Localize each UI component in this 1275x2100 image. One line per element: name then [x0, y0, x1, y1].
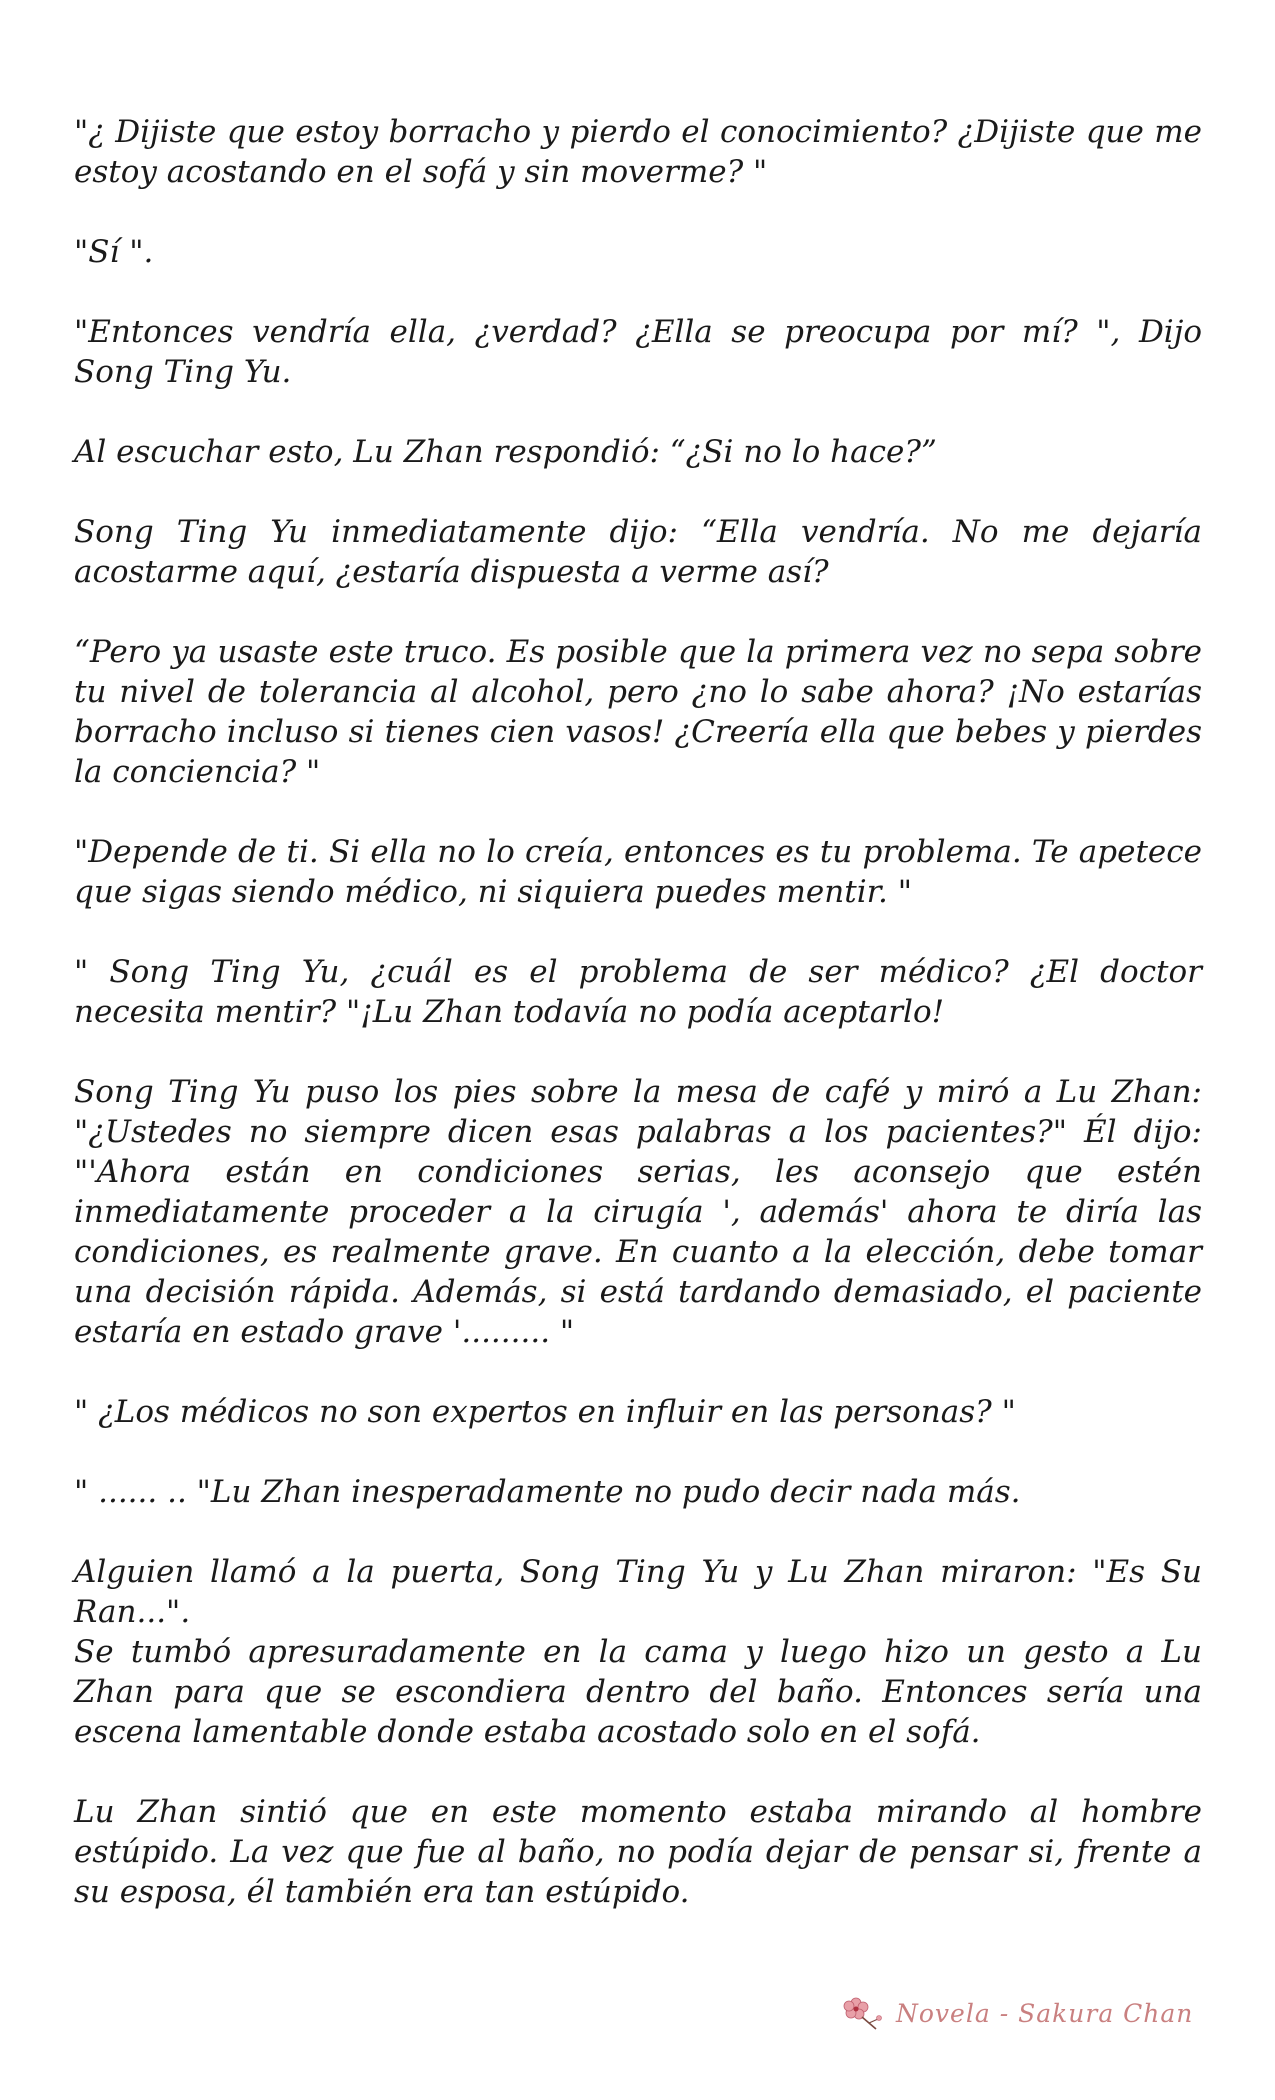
cherry-blossom-icon	[842, 1993, 886, 2033]
paragraph-10: " ¿Los médicos no son expertos en influir en las personas? "	[74, 1394, 1016, 1430]
paragraph-8: " Song Ting Yu, ¿cuál es el problema de ser médico? ¿El doctor necesita mentir? "¡Lu Zhan todavía no podía aceptarlo!	[74, 954, 1202, 1030]
paragraph-11: " ...... .. "Lu Zhan inesperadamente no pudo decir nada más.	[74, 1474, 1021, 1510]
paragraph-2: "Sí ".	[74, 234, 154, 270]
paragraph-12: Alguien llamó a la puerta, Song Ting Yu y Lu Zhan miraron: "Es Su Ran...". Se tumbó apresuradamente en la cama y luego hizo un gesto a Lu Zhan para que se escondiera dentro del baño. Entonces sería una escena lamentable donde estaba acostado solo en el sofá.	[74, 1554, 1202, 1750]
story-text	[74, 112, 1202, 1952]
paragraph-9: Song Ting Yu puso los pies sobre la mesa de café y miró a Lu Zhan: "¿Ustedes no siempre dicen esas palabras a los pacientes?" Él dijo: "'Ahora están en condiciones serias, les aconsejo que estén inmediatamente proceder a la cirugía ', además' ahora te diría las condiciones, es realmente grave. En cuanto a la elección, debe tomar una decisión rápida. Además, si está tardando demasiado, el paciente estaría en estado grave '......... "	[74, 1074, 1202, 1350]
paragraph-13: Lu Zhan sintió que en este momento estaba mirando al hombre estúpido. La vez que fue al baño, no podía dejar de pensar si, frente a su esposa, él también era tan estúpido.	[74, 1794, 1202, 1910]
paragraph-4: Al escuchar esto, Lu Zhan respondió: “¿Si no lo hace?”	[74, 434, 937, 470]
paragraph-6: “Pero ya usaste este truco. Es posible que la primera vez no sepa sobre tu nivel de tolerancia al alcohol, pero ¿no lo sabe ahora? ¡No estarías borracho incluso si tienes cien vasos! ¿Creería ella que bebes y pierdes la conciencia? "	[74, 634, 1202, 790]
paragraph-1: "¿ Dijiste que estoy borracho y pierdo el conocimiento? ¿Dijiste que me estoy acostando en el sofá y sin moverme? "	[74, 114, 1202, 190]
watermark-text: Novela - Sakura Chan	[896, 1998, 1194, 2028]
watermark	[842, 1988, 1222, 2038]
paragraph-5: Song Ting Yu inmediatamente dijo: “Ella vendría. No me dejaría acostarme aquí, ¿estaría dispuesta a verme así?	[74, 514, 1202, 590]
paragraph-3: "Entonces vendría ella, ¿verdad? ¿Ella se preocupa por mí? ", Dijo Song Ting Yu.	[74, 314, 1202, 390]
paragraph-7: "Depende de ti. Si ella no lo creía, entonces es tu problema. Te apetece que sigas siendo médico, ni siquiera puedes mentir. "	[74, 834, 1202, 910]
